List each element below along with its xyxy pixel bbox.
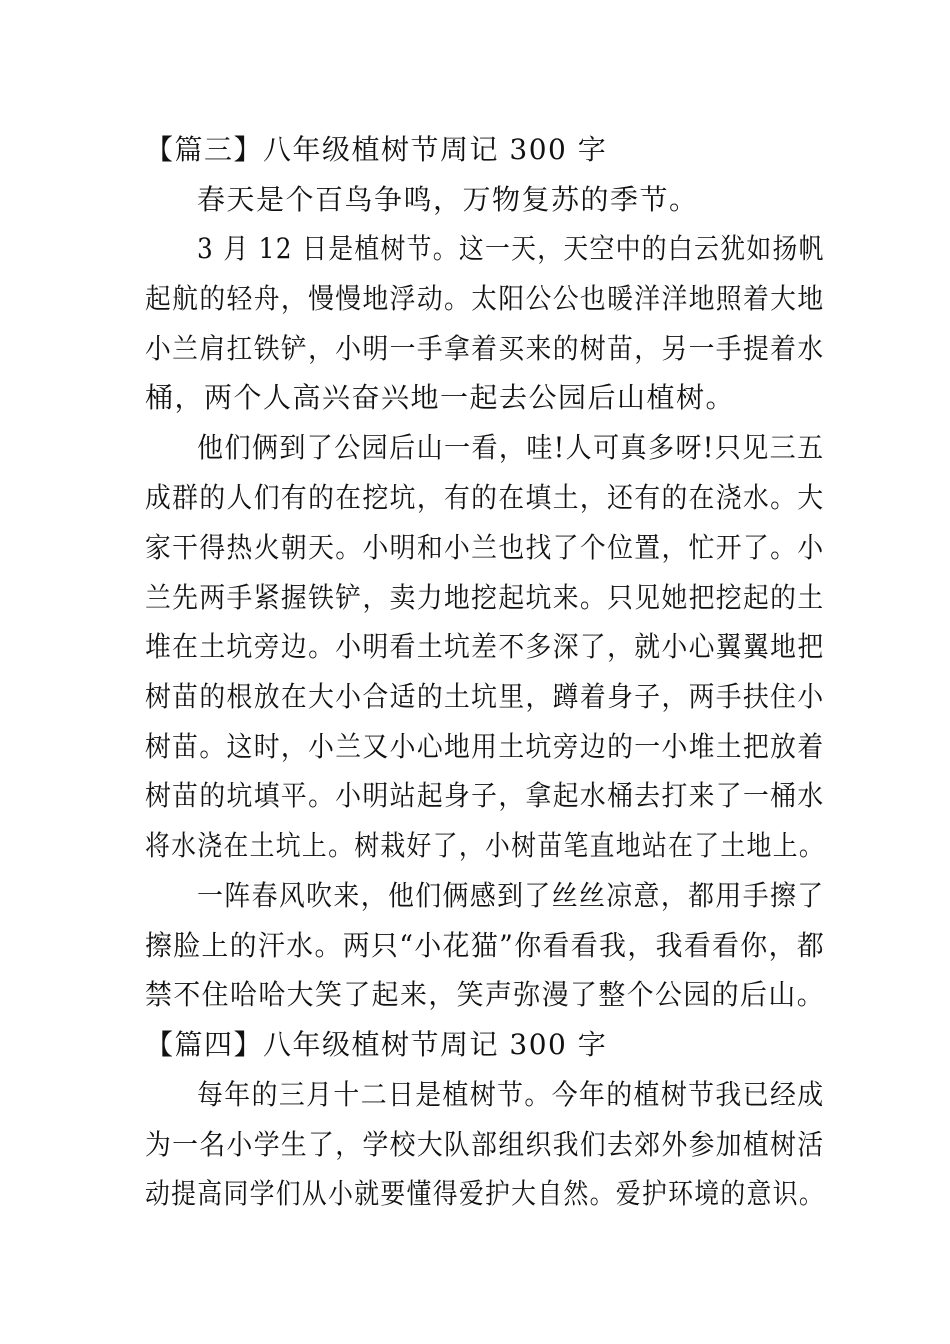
paragraph-line: 将水浇在土坑上。树栽好了，小树苗笔直地站在了土地上。 [145,829,826,862]
paragraph-line: 3 月 12 日是植树节。这一天，天空中的白云犹如扬帆 [197,232,825,265]
paragraph-line: 禁不住哈哈大笑了起来，笑声弥漫了整个公园的后山。 [145,978,826,1011]
paragraph-line: 成群的人们有的在挖坑，有的在填土，还有的在浇水。大 [145,481,825,514]
paragraph-line: 动提高同学们从小就要懂得爱护大自然。爱护环境的意识。 [145,1177,826,1210]
paragraph-line: 树苗。这时，小兰又小心地用土坑旁边的一小堆土把放着 [145,730,825,763]
paragraph-line: 家干得热火朝天。小明和小兰也找了个位置，忙开了。小 [145,531,825,564]
paragraph-line: 春天是个百鸟争鸣，万物复苏的季节。 [197,183,699,216]
paragraph-line: 为一名小学生了，学校大队部组织我们去郊外参加植树活 [145,1128,825,1161]
paragraph-line: 一阵春风吹来，他们俩感到了丝丝凉意，都用手擦了 [197,879,825,912]
section-heading-3: 【篇三】八年级植树节周记 300 字 [145,133,608,166]
paragraph-line: 堆在土坑旁边。小明看土坑差不多深了，就小心翼翼地把 [145,630,825,663]
paragraph-line: 小兰肩扛铁铲，小明一手拿着买来的树苗，另一手提着水 [145,332,825,365]
paragraph-line: 他们俩到了公园后山一看，哇!人可真多呀!只见三五 [197,431,825,464]
section-heading-4: 【篇四】八年级植树节周记 300 字 [145,1028,608,1061]
paragraph-line: 兰先两手紧握铁铲，卖力地挖起坑来。只见她把挖起的土 [145,581,825,614]
paragraph-line: 树苗的根放在大小合适的土坑里，蹲着身子，两手扶住小 [145,680,825,713]
paragraph-line: 擦脸上的汗水。两只“小花猫”你看看我，我看看你，都 [145,929,826,962]
paragraph-line: 树苗的坑填平。小明站起身子，拿起水桶去打来了一桶水 [145,779,825,812]
paragraph-line: 起航的轻舟，慢慢地浮动。太阳公公也暖洋洋地照着大地 [145,282,825,315]
paragraph-line: 每年的三月十二日是植树节。今年的植树节我已经成 [197,1078,825,1111]
paragraph-line: 桶，两个人高兴奋兴地一起去公园后山植树。 [145,381,736,414]
